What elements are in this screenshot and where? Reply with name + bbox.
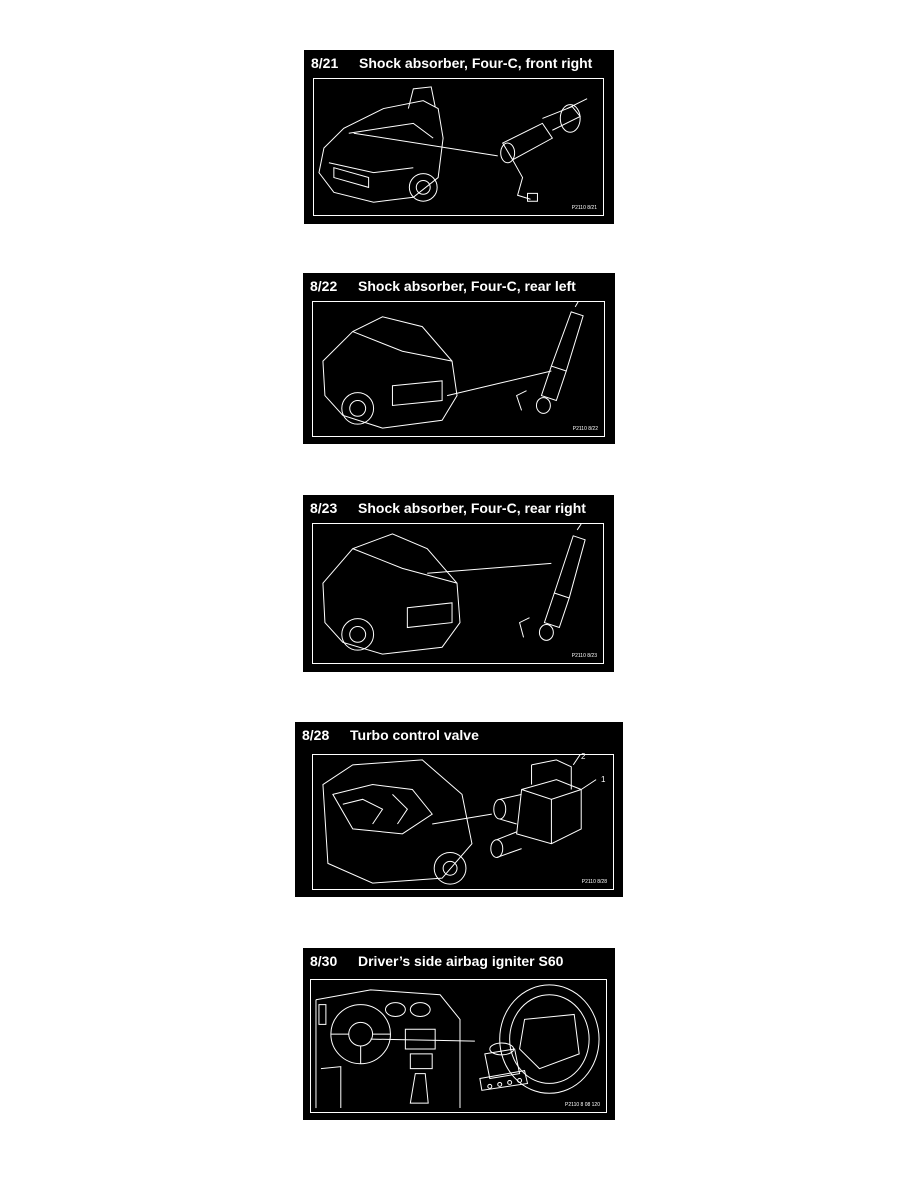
figure-code: P2110 8/22 — [572, 426, 598, 432]
airbag-igniter-illustration — [311, 980, 606, 1112]
figure-caption: Shock absorber, Four-C, front right — [359, 55, 593, 71]
figure-caption: Shock absorber, Four-C, rear left — [358, 278, 576, 294]
figure-frame — [312, 523, 604, 664]
figure-title — [310, 278, 576, 294]
figure-title — [311, 55, 592, 71]
figure-caption: Turbo control valve — [350, 727, 479, 743]
figure-frame — [312, 754, 614, 890]
figure-number: 8/22 — [310, 278, 338, 294]
figure-code: P2110 8/21 — [571, 205, 597, 211]
figure-code: P2110 8/28 — [581, 879, 607, 885]
rear-left-car-shock-illustration — [313, 302, 604, 436]
figure-code: P2110 8/23 — [571, 653, 597, 659]
figure-panel-8-22 — [303, 273, 615, 444]
figure-code: P2110 8 08 120 — [565, 1102, 600, 1108]
callout-1: 1 — [601, 775, 606, 784]
figure-frame — [313, 78, 604, 216]
front-car-shock-illustration — [314, 79, 603, 215]
figure-number: 8/23 — [310, 500, 338, 516]
turbo-control-valve-illustration — [313, 755, 613, 889]
figure-title — [302, 727, 479, 743]
figure-panel-8-23 — [303, 495, 614, 672]
figure-frame — [310, 979, 607, 1113]
rear-right-car-shock-illustration — [313, 524, 603, 663]
figure-title — [310, 953, 563, 969]
figure-panel-8-30 — [303, 948, 615, 1120]
figure-title — [310, 500, 586, 516]
figure-number: 8/21 — [311, 55, 339, 71]
callout-2: 2 — [581, 752, 586, 761]
figure-caption: Shock absorber, Four-C, rear right — [358, 500, 586, 516]
figure-panel-8-28 — [295, 722, 623, 897]
figure-frame — [312, 301, 605, 437]
figure-number: 8/30 — [310, 953, 338, 969]
figure-panel-8-21 — [304, 50, 614, 224]
figure-caption: Driver’s side airbag igniter S60 — [358, 953, 564, 969]
figure-number: 8/28 — [302, 727, 330, 743]
